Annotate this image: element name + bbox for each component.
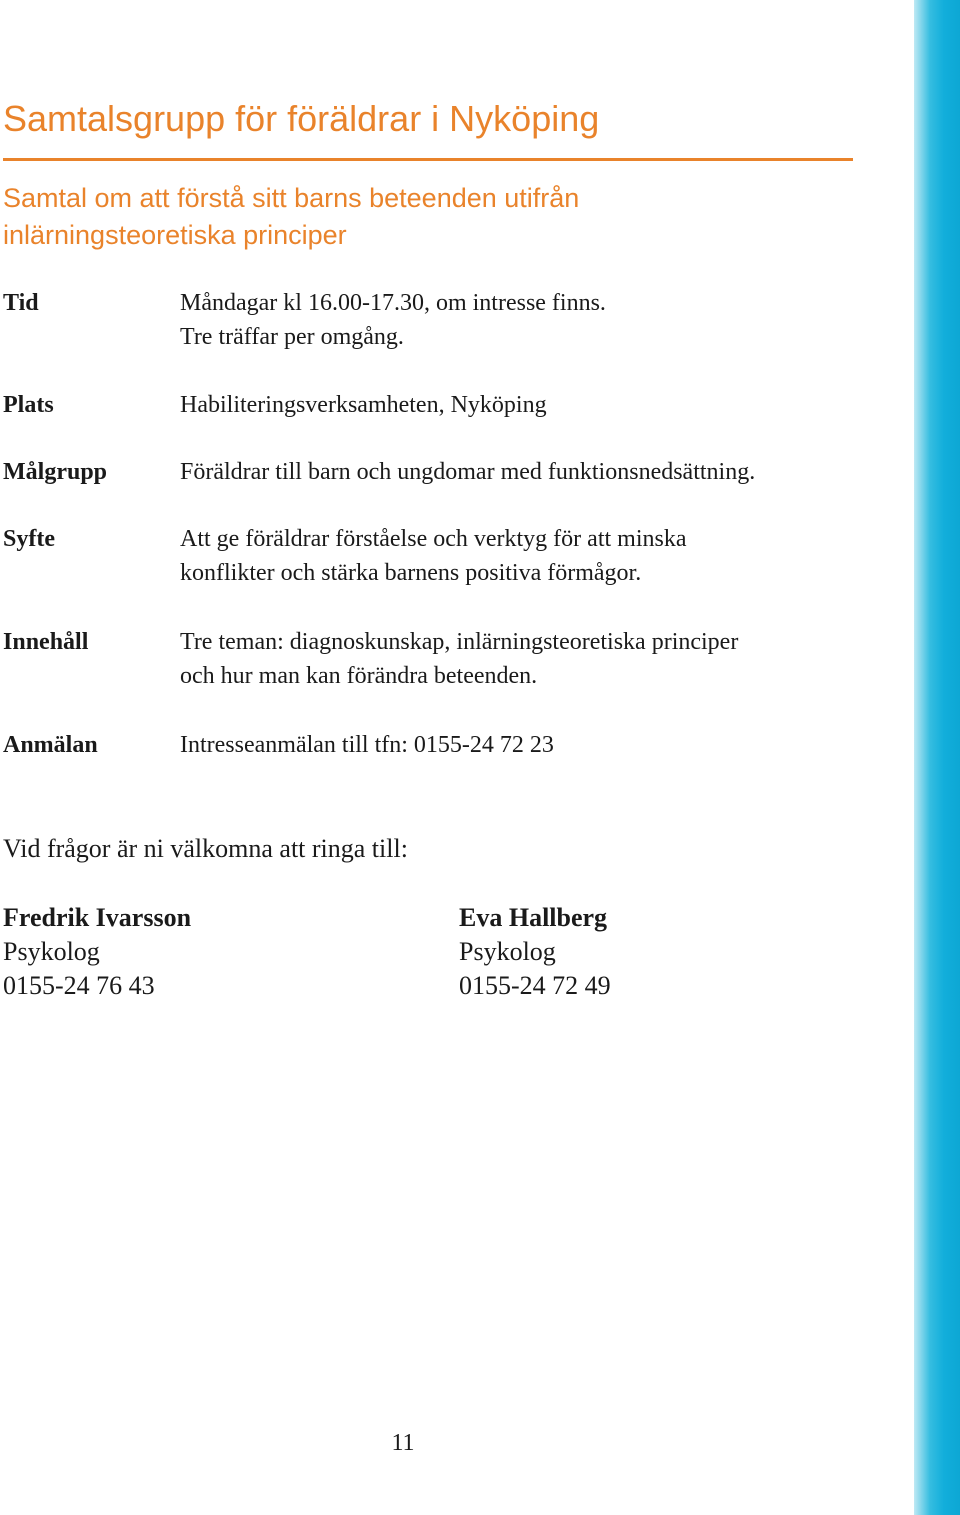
row-value-line: Tre träffar per omgång.	[180, 324, 404, 350]
questions-text: Vid frågor är ni välkomna att ringa till:	[3, 834, 408, 863]
row-label-innehall: Innehåll	[3, 629, 89, 655]
contact-role: Psykolog	[3, 937, 100, 966]
row-value-line: Tre teman: diagnoskunskap, inlärningsteoretiska principer	[180, 629, 739, 655]
contact-phone: 0155-24 72 49	[459, 971, 611, 1000]
row-label-anmalan: Anmälan	[3, 732, 98, 758]
row-value-line: Att ge föräldrar förståelse och verktyg för att minska	[180, 526, 687, 552]
row-value-line: Måndagar kl 16.00-17.30, om intresse finns.	[180, 290, 606, 316]
row-label-syfte: Syfte	[3, 526, 55, 552]
page-title: Samtalsgrupp för föräldrar i Nyköping	[3, 98, 600, 139]
row-value-line: Intresseanmälan till tfn: 0155-24 72 23	[180, 732, 554, 758]
page-subtitle	[3, 180, 803, 254]
contact-card	[3, 901, 191, 1003]
contact-name: Eva Hallberg	[459, 903, 608, 932]
row-value-line: konflikter och stärka barnens positiva förmågor.	[180, 560, 642, 586]
row-label-malgrupp: Målgrupp	[3, 459, 108, 485]
row-value-tid	[180, 286, 890, 354]
title-divider	[3, 158, 853, 161]
contact-name: Fredrik Ivarsson	[3, 903, 192, 932]
row-value-plats	[180, 388, 890, 422]
subtitle-line: inlärningsteoretiska principer	[3, 220, 347, 250]
contact-phone: 0155-24 76 43	[3, 971, 155, 1000]
subtitle-line: Samtal om att förstå sitt barns beteenden utifrån	[3, 183, 580, 213]
page-number: 11	[391, 1430, 415, 1456]
decorative-side-bar	[914, 0, 960, 1515]
row-value-line: och hur man kan förändra beteenden.	[180, 663, 538, 689]
row-value-syfte	[180, 522, 890, 590]
row-label-plats: Plats	[3, 392, 54, 418]
contact-role: Psykolog	[459, 937, 556, 966]
row-value-anmalan	[180, 728, 890, 762]
row-value-malgrupp	[180, 455, 890, 489]
row-value-line: Habiliteringsverksamheten, Nyköping	[180, 392, 547, 418]
row-value-innehall	[180, 625, 890, 693]
row-value-line: Föräldrar till barn och ungdomar med funktionsnedsättning.	[180, 459, 756, 485]
row-label-tid: Tid	[3, 290, 39, 316]
contact-card	[459, 901, 611, 1003]
